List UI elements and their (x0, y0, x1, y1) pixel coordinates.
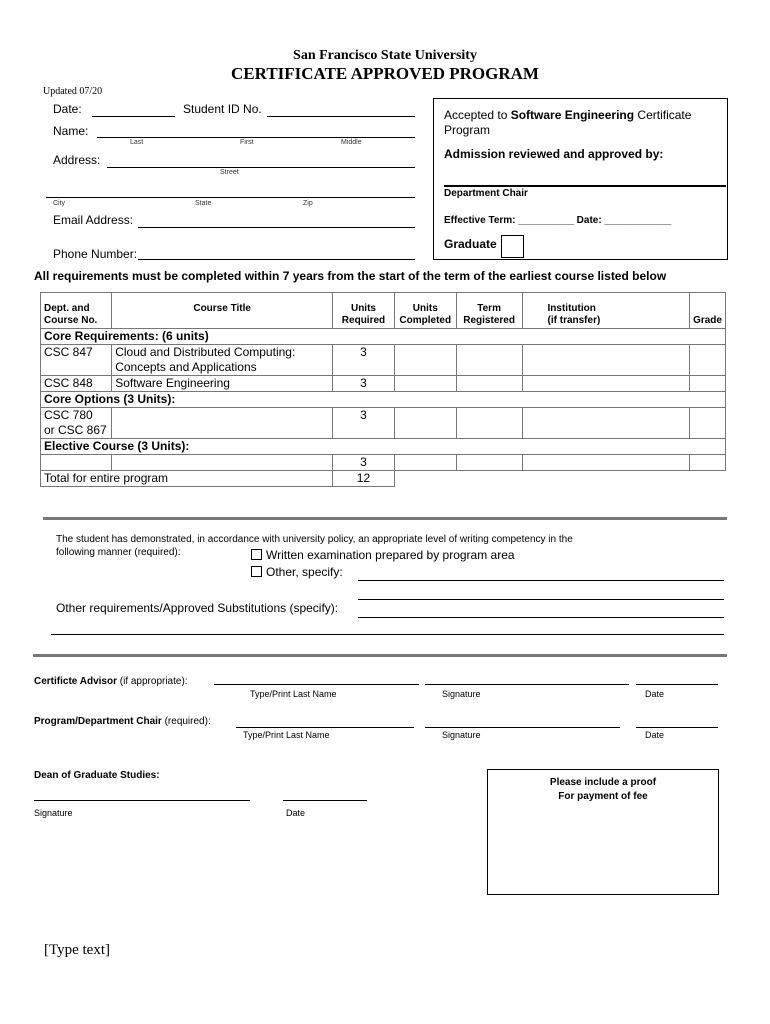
table-row (41, 471, 726, 487)
course-number: CSC 847 (41, 345, 112, 376)
other-specify-field-2[interactable] (358, 599, 724, 600)
institution-cell[interactable] (522, 455, 690, 471)
table-row (41, 376, 726, 392)
chair-name-field[interactable] (236, 727, 414, 728)
chair-date-field[interactable] (636, 727, 718, 728)
grade-cell[interactable] (690, 345, 726, 376)
advisor-name-field[interactable] (214, 684, 419, 685)
name-label: Name: (53, 124, 89, 138)
term-cell[interactable] (456, 376, 522, 392)
institution-cell[interactable] (522, 408, 690, 439)
chair-signature-field-2[interactable] (425, 727, 620, 728)
dean-signature-sub: Signature (34, 808, 73, 818)
phone-label: Phone Number: (53, 247, 138, 261)
phone-field[interactable] (138, 259, 415, 260)
effective-term-label: Effective Term: __________ Date: ____________ (444, 215, 672, 226)
header-grade: Grade (690, 293, 726, 329)
written-exam-checkbox[interactable] (251, 549, 262, 560)
zip-sub: Zip (303, 200, 313, 207)
grade-cell[interactable] (690, 408, 726, 439)
course-title-cell[interactable] (112, 408, 333, 439)
substitutions-field[interactable] (358, 617, 724, 618)
address-label: Address: (53, 153, 101, 167)
units-required: 3 (333, 455, 395, 471)
units-completed-cell[interactable] (394, 455, 456, 471)
table-row (41, 439, 726, 455)
admission-reviewed: Admission reviewed and approved by: (444, 147, 664, 161)
course-title-cell[interactable] (112, 455, 333, 471)
header-dept: Dept. and Course No. (41, 293, 112, 329)
street-field[interactable] (107, 167, 415, 168)
advisor-date-field[interactable] (636, 684, 718, 685)
advisor-signature-sub: Signature (442, 689, 481, 699)
street-sub: Street (220, 169, 239, 176)
course-number: CSC 780 or CSC 867 (41, 408, 112, 439)
city-state-zip-field[interactable] (46, 197, 415, 198)
email-label: Email Address: (53, 213, 134, 227)
table-row (41, 392, 726, 408)
student-id-label: Student ID No. (183, 102, 262, 116)
footer-placeholder: [Type text] (44, 942, 111, 958)
header-term: Term Registered (456, 293, 522, 329)
header-title: Course Title (112, 293, 333, 329)
course-title: Cloud and Distributed Computing: Concepts and Applications (112, 345, 333, 376)
other-checkbox[interactable] (251, 566, 262, 577)
section-divider (43, 517, 727, 520)
department-chair-label: Department Chair (444, 188, 528, 199)
dean-date-sub: Date (286, 808, 306, 818)
form-title: CERTIFICATE APPROVED PROGRAM (231, 64, 539, 83)
chair-signature-field[interactable] (444, 185, 726, 187)
updated-note: Updated 07/20 (43, 86, 103, 97)
writing-competency-text-2: following manner (required): (56, 547, 181, 558)
advisor-signature-field[interactable] (425, 684, 629, 685)
requirement-note: All requirements must be completed within 7 years from the start of the term of the earliest course listed below (34, 269, 667, 283)
chair-signature-sub: Signature (442, 730, 481, 740)
section-divider-2 (33, 654, 727, 657)
chair-label: Program/Department Chair (required): (34, 716, 211, 727)
writing-competency-text: The student has demonstrated, in accordance with university policy, an appropriate level of writing competency in the (56, 534, 573, 545)
term-cell[interactable] (456, 455, 522, 471)
graduate-label: Graduate (444, 237, 497, 251)
core-options-heading: Core Options (3 Units): (41, 392, 726, 408)
units-completed-cell[interactable] (394, 345, 456, 376)
institution-cell[interactable] (522, 345, 690, 376)
units-required: 3 (333, 376, 395, 392)
units-completed-cell[interactable] (394, 408, 456, 439)
date-label: Date: (53, 102, 82, 116)
dean-signature-field[interactable] (34, 800, 250, 801)
course-number-cell[interactable] (41, 455, 112, 471)
name-sub-middle: Middle (341, 139, 362, 146)
table-row (41, 408, 726, 439)
term-cell[interactable] (456, 408, 522, 439)
units-required: 3 (333, 408, 395, 439)
institution-cell[interactable] (522, 376, 690, 392)
header-units-completed: Units Completed (394, 293, 456, 329)
course-title: Software Engineering (112, 376, 333, 392)
chair-date-sub: Date (645, 730, 665, 740)
total-label: Total for entire program (41, 471, 333, 487)
core-requirements-heading: Core Requirements: (6 units) (41, 329, 726, 345)
grade-cell[interactable] (690, 376, 726, 392)
advisor-label: Certificte Advisor (if appropriate): (34, 676, 188, 687)
date-field[interactable] (92, 116, 175, 117)
state-sub: State (195, 200, 212, 207)
courses-table (40, 292, 726, 487)
units-completed-cell[interactable] (394, 376, 456, 392)
other-requirements-label: Other requirements/Approved Substitutions (specify): (56, 601, 339, 615)
name-sub-first: First (240, 139, 254, 146)
term-cell[interactable] (456, 345, 522, 376)
elective-heading: Elective Course (3 Units): (41, 439, 726, 455)
chair-name-sub: Type/Print Last Name (243, 730, 330, 740)
table-row (41, 345, 726, 376)
advisor-name-sub: Type/Print Last Name (250, 689, 337, 699)
table-row (41, 455, 726, 471)
grade-cell[interactable] (690, 455, 726, 471)
option-written-exam[interactable]: Written examination prepared by program area (251, 548, 515, 562)
accepted-to-text: Accepted to Software Engineering Certificate Program (444, 108, 692, 137)
other-specify-field[interactable] (358, 580, 724, 581)
name-sub-last: Last (130, 139, 144, 146)
course-number: CSC 848 (41, 376, 112, 392)
header-units-required: Units Required (333, 293, 395, 329)
advisor-date-sub: Date (645, 689, 665, 699)
email-field[interactable] (138, 227, 415, 228)
table-header-row (41, 293, 726, 329)
payment-proof-text: Please include a proof For payment of fee (549, 777, 657, 802)
name-field[interactable] (97, 137, 415, 138)
university-name: San Francisco State University (293, 48, 477, 63)
dean-label: Dean of Graduate Studies: (34, 770, 160, 781)
total-units: 12 (333, 471, 395, 487)
graduate-checkbox[interactable] (501, 235, 524, 258)
units-required: 3 (333, 345, 395, 376)
option-other[interactable]: Other, specify: (251, 565, 343, 579)
substitutions-field-2[interactable] (51, 634, 724, 635)
city-sub: City (53, 200, 66, 207)
student-id-field[interactable] (267, 116, 415, 117)
header-institution: Institution (if transfer) (522, 293, 690, 329)
table-row (41, 329, 726, 345)
dean-date-field[interactable] (283, 800, 367, 801)
